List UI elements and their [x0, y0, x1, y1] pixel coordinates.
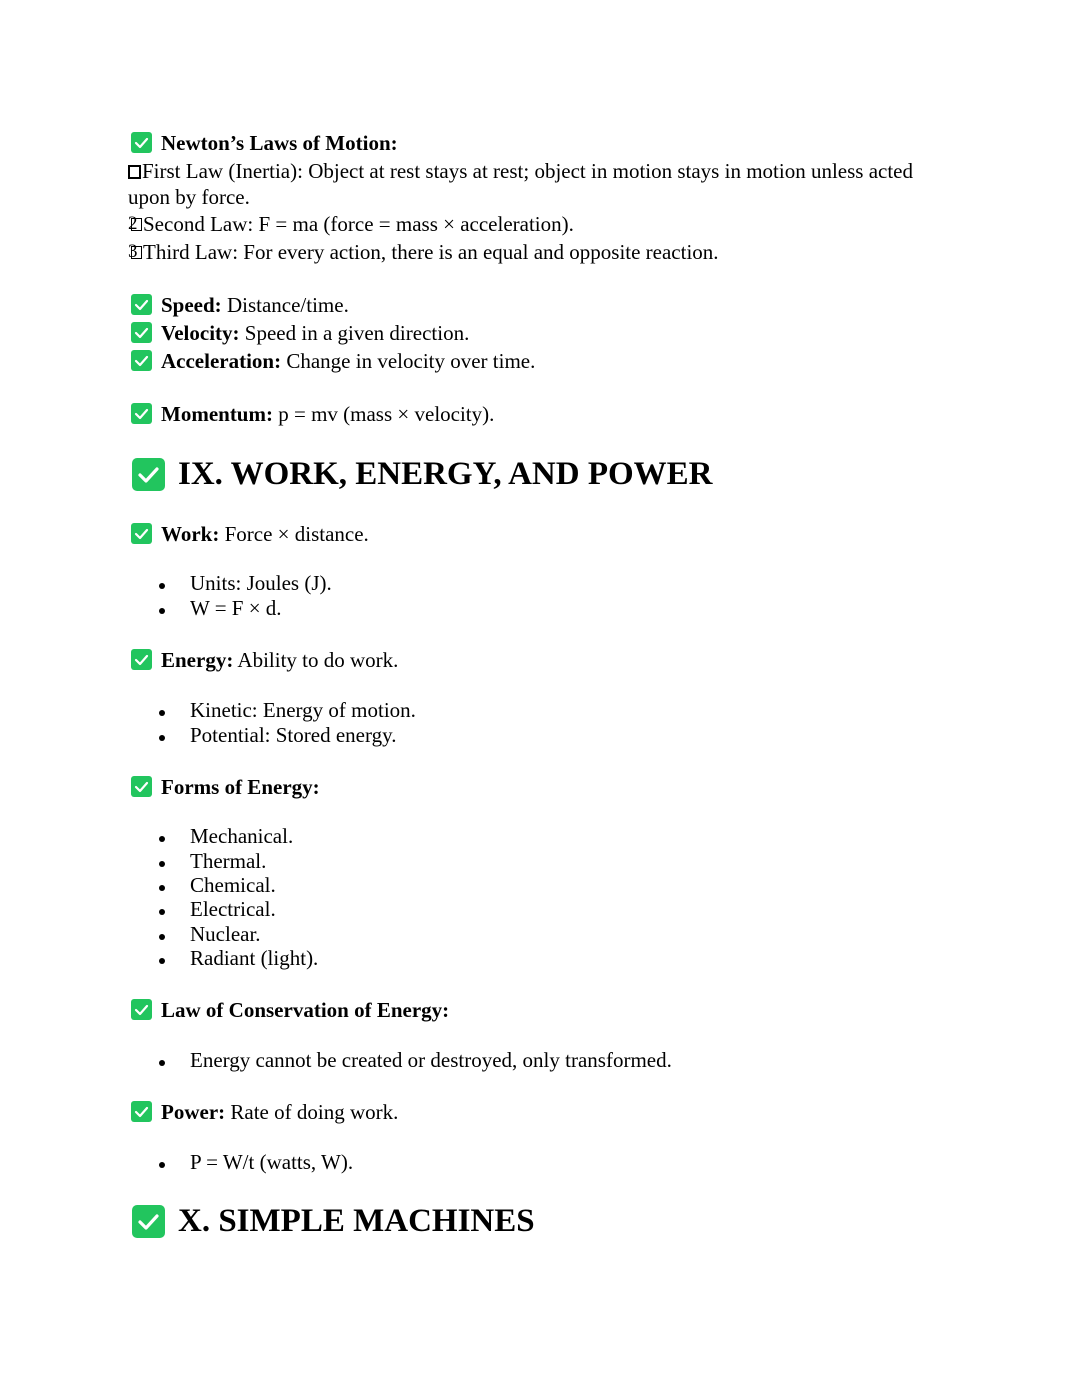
work-bullet-units: Units: Joules (J).: [190, 571, 332, 595]
second-law: 2 Second Law: F = ma (force = mass × acceleration).: [128, 212, 574, 236]
work-bullet-formula: W = F × d.: [190, 596, 282, 620]
bullet-icon: [159, 885, 165, 891]
check-icon: [132, 1205, 165, 1238]
number-marker-icon: 2: [128, 217, 143, 233]
forms-bullet: Thermal.: [190, 849, 267, 873]
bullet-icon: [159, 710, 165, 716]
forms-bullet: Mechanical.: [190, 824, 294, 848]
work-definition: Work: Force × distance.: [161, 522, 369, 546]
check-icon: [131, 999, 152, 1020]
first-law-line2: upon by force.: [128, 185, 250, 209]
forms-bullet: Chemical.: [190, 873, 276, 897]
bullet-icon: [159, 836, 165, 842]
bullet-icon: [159, 934, 165, 940]
forms-bullet: Electrical.: [190, 897, 276, 921]
section-x-heading: X. SIMPLE MACHINES: [178, 1203, 535, 1239]
check-icon: [131, 649, 152, 670]
forms-of-energy-heading: Forms of Energy:: [161, 775, 320, 799]
check-icon: [131, 294, 152, 315]
bullet-icon: [159, 958, 165, 964]
square-marker-icon: [128, 165, 141, 179]
energy-bullet-kinetic: Kinetic: Energy of motion.: [190, 698, 416, 722]
bullet-icon: [159, 1162, 165, 1168]
section-ix-heading: IX. WORK, ENERGY, AND POWER: [178, 456, 713, 492]
bullet-icon: [159, 861, 165, 867]
newtons-laws-heading: Newton’s Laws of Motion:: [161, 131, 398, 155]
bullet-icon: [159, 608, 165, 614]
first-law-line1: First Law (Inertia): Object at rest stays at rest; object in motion stays in motion unless acted: [128, 159, 913, 183]
forms-bullet: Nuclear.: [190, 922, 261, 946]
definition-acceleration: Acceleration: Change in velocity over time.: [161, 349, 536, 373]
power-definition: Power: Rate of doing work.: [161, 1100, 399, 1124]
power-bullet: P = W/t (watts, W).: [190, 1150, 354, 1174]
bullet-icon: [159, 909, 165, 915]
bullet-icon: [159, 1060, 165, 1066]
check-icon: [131, 403, 152, 424]
forms-bullet: Radiant (light).: [190, 946, 319, 970]
definition-velocity: Velocity: Speed in a given direction.: [161, 321, 470, 345]
momentum: Momentum: p = mv (mass × velocity).: [161, 402, 495, 426]
check-icon: [131, 132, 152, 153]
conservation-bullet: Energy cannot be created or destroyed, only transformed.: [190, 1048, 672, 1072]
check-icon: [131, 776, 152, 797]
check-icon: [131, 350, 152, 371]
check-icon: [131, 1101, 152, 1122]
conservation-heading: Law of Conservation of Energy:: [161, 998, 450, 1022]
number-marker-icon: 3: [128, 245, 143, 261]
definition-speed: Speed: Distance/time.: [161, 293, 349, 317]
bullet-icon: [159, 583, 165, 589]
check-icon: [131, 322, 152, 343]
energy-definition: Energy: Ability to do work.: [161, 648, 399, 672]
energy-bullet-potential: Potential: Stored energy.: [190, 723, 397, 747]
check-icon: [132, 458, 165, 491]
third-law: 3 Third Law: For every action, there is an equal and opposite reaction.: [128, 240, 719, 264]
check-icon: [131, 523, 152, 544]
bullet-icon: [159, 735, 165, 741]
